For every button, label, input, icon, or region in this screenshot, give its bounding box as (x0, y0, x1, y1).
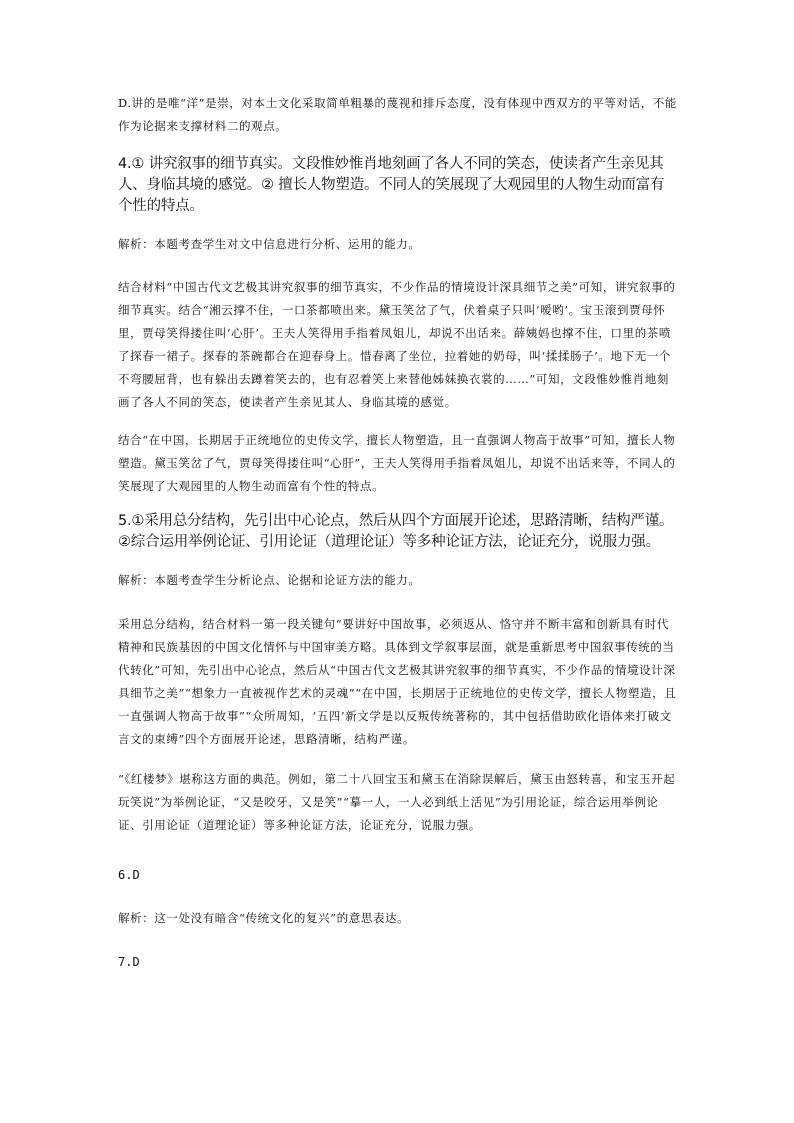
answer-5: 5.①采用总分结构，先引出中心论点，然后从四个方面展开论述，思路清晰，结构严谨。②综合运用举例论证、引用论证（道理论证）等多种论证方法，论证充分，说服力强。 (118, 513, 674, 550)
answer-4: 4.① 讲究叙事的细节真实。文段惟妙惟肖地刻画了各人不同的笑态，使读者产生亲见其人、身临其境的感觉。② 擅长人物塑造。不同人的笑展现了大观园里的人物生动而富有个性的特点。 (118, 156, 665, 214)
answer-6-analysis: 解析：这一处没有暗含“传统文化的复兴”的意思表达。 (118, 911, 410, 925)
answer-7: 7.D (118, 955, 140, 969)
answer-5-analysis: 解析：本题考查学生分析论点、论据和论证方法的能力。 (118, 573, 421, 587)
answer-4-analysis: 解析：本题考查学生对文中信息进行分析、运用的能力。 (118, 237, 421, 251)
option-d-text: D.讲的是唯“洋”是崇，对本土文化采取简单粗暴的蔑视和排斥态度，没有体现中西双方的平等对话，不能作为论据来支撑材料二的观点。 (118, 96, 678, 133)
answer-5-paragraph-1: 采用总分结构，结合材料一第一段关键句“要讲好中国故事，必须返从、恪守并不断丰富和创新具有时代精神和民族基因的中国文化情怀与中国审美方略。具体到文学叙事层面，就是重新思考中国叙事传统的当代转化”可知，先引出中心论点，然后从“中国古代文艺极其讲究叙事的细节真实，不少作品的情境设计深具细节之美”“想象力一直被视作艺术的灵魂”“在中国，长期居于正统地位的史传文学，擅长人物塑造，且一直强调人物高于故事”“众所周知，‘五四’新文学是以反叛传统著称的，其中包括借助欧化语体来打破文言文的束缚”四个方面展开论述，思路清晰，结构严谨。 (118, 617, 677, 746)
answer-5-paragraph-2: “《红楼梦》堪称这方面的典范。例如，第二十八回宝玉和黛玉在消除误解后，黛玉由怒转喜，和宝玉开起玩笑说”为举例论证，“又是咬牙，又是笑”“摹一人，一人必到纸上活见”为引用论证，综合运用举例论证、引用论证（道理论证）等多种论证方法，论证充分，说服力强。 (118, 772, 676, 832)
answer-4-paragraph-2: 结合“在中国，长期居于正统地位的史传文学，擅长人物塑造，且一直强调人物高于故事”可知，擅长人物塑造。黛玉笑岔了气，贾母笑得搂住叫“心肝”，王夫人笑得用手指着凤姐儿，却说不出话来等，不同人的笑展现了大观园里的人物生动而富有个性的特点。 (118, 433, 676, 493)
answer-4-paragraph-1: 结合材料“中国古代文艺极其讲究叙事的细节真实，不少作品的情境设计深具细节之美”可知，讲究叙事的细节真实。结合“湘云撑不住，一口茶都喷出来。黛玉笑岔了气，伏着桌子只叫‘嗳哟’。宝玉滚到贾母怀里，贾母笑得搂住叫‘心肝’。王夫人笑得用手指着凤姐儿，却说不出话来。薛姨妈也撑不住，口里的茶喷了探春一裙子。探春的茶碗都合在迎春身上。惜春离了坐位，拉着她的奶母，叫‘揉揉肠子’。地下无一个不弯腰屈背，也有躲出去蹲着笑去的，也有忍着笑上来替他姊妹换衣裳的……”可知，文段惟妙惟肖地刻画了各人不同的笑态，使读者产生亲见其人、身临其境的感觉。 (118, 280, 676, 409)
answer-6: 6.D (118, 868, 140, 882)
